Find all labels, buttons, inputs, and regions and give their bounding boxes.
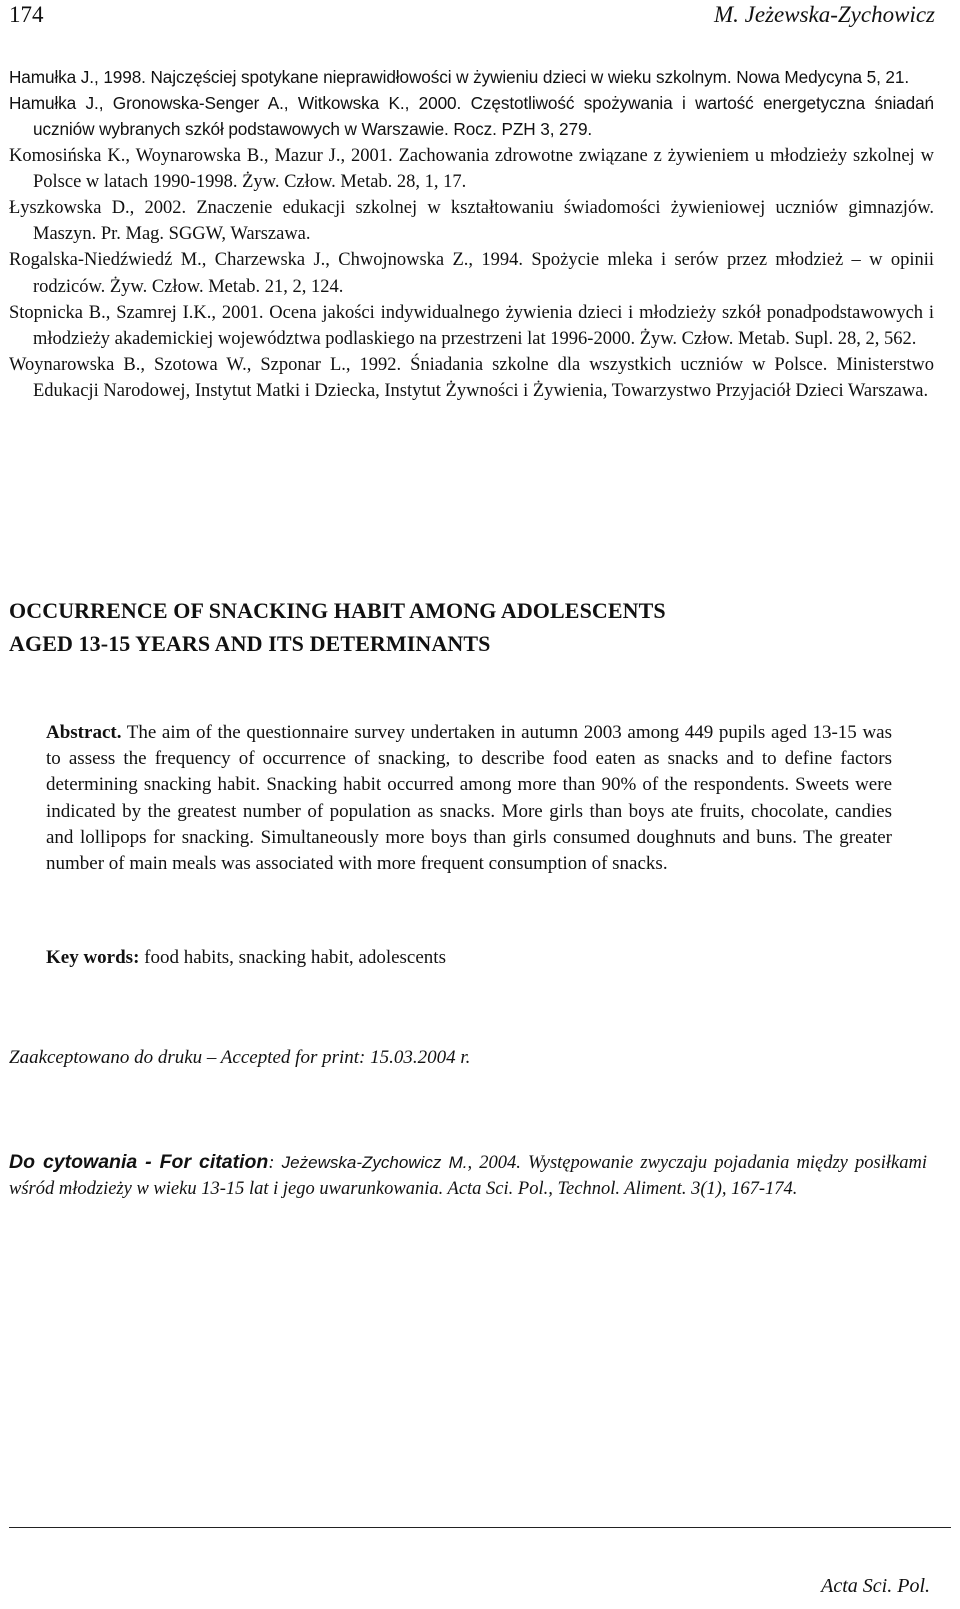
running-header bbox=[9, 0, 935, 34]
title-line-1: OCCURRENCE OF SNACKING HABIT AMONG ADOLESCENTS bbox=[9, 598, 666, 623]
citation bbox=[9, 1150, 927, 1202]
title-line-2: AGED 13-15 YEARS AND ITS DETERMINANTS bbox=[9, 631, 491, 656]
abstract-text: The aim of the questionnaire survey undertaken in autumn 2003 among 449 pupils aged 13-15 was to assess the frequency of occurrence of snacking, to describe food eaten as snacks and to define factors determining snacking habit. Snacking habit occurred among more than 90% of the respondents. Sweets were indicated by the greatest number of population as snacks. More girls than boys ate fruits, chocolate, candies and lollipops for snacking. Simultaneously more boys than girls consumed doughnuts and buns. The greater number of main meals was associated with more frequent consumption of snacks. bbox=[46, 722, 892, 875]
reference-item: Hamułka J., Gronowska-Senger A., Witkowska K., 2000. Częstotliwość spożywania i wartość energetyczna śniadań uczniów wybranych szkół podstawowych w Warszawie. Rocz. PZH 3, 279. bbox=[9, 93, 934, 140]
accepted-note: Zaakceptowano do druku – Accepted for print: 15.03.2004 r. bbox=[9, 1047, 471, 1068]
reference-item: Łyszkowska D., 2002. Znaczenie edukacji szkolnej w kształtowaniu świadomości żywieniowej uczniów gimnazjów. Maszyn. Pr. Mag. SGGW, Warszawa. bbox=[9, 198, 934, 245]
reference-item: Hamułka J., 1998. Najczęściej spotykane nieprawidłowości w żywieniu dzieci w wieku szkolnym. Nowa Medycyna 5, 21. bbox=[9, 67, 910, 87]
journal-footer: Acta Sci. Pol. bbox=[821, 1575, 930, 1597]
reference-item: Stopnicka B., Szamrej I.K., 2001. Ocena jakości indywidualnego żywienia dzieci i młodzieży szkół ponadpodstawowych i młodzieży akademickiej województwa podlaskiego na przestrzeni lat 1996-2000. Żyw. Człow. Metab. Supl. 28, 2, 562. bbox=[9, 302, 934, 350]
keywords-label: Key words: bbox=[46, 947, 140, 968]
references-list bbox=[9, 64, 934, 405]
reference-item: Komosińska K., Woynarowska B., Mazur J., 2001. Zachowania zdrowotne związane z żywieniem u młodzieży szkolnej w Polsce w latach 1990-1998. Żyw. Człow. Metab. 28, 1, 17. bbox=[9, 145, 934, 192]
reference-item: Woynarowska B., Szotowa W., Szponar L., 1992. Śniadania szkolne dla wszystkich uczniów w Polsce. Ministerstwo Edukacji Narodowej, Instytut Matki i Dziecka, Instytut Żywności i Żywienia, Towarzystwo Przyjaciół Dzieci Warszawa. bbox=[9, 355, 934, 402]
citation-author: Jeżewska-Zychowicz M. bbox=[281, 1153, 468, 1172]
page-number: 174 bbox=[9, 2, 44, 27]
citation-colon: : bbox=[268, 1153, 282, 1173]
keywords bbox=[46, 945, 446, 971]
abstract-label: Abstract. bbox=[46, 722, 122, 743]
reference-item: Rogalska-Niedźwiedź M., Charzewska J., Chwojnowska Z., 1994. Spożycie mleka i serów przez młodzież – w opinii rodziców. Żyw. Człow. Metab. 21, 2, 124. bbox=[9, 250, 934, 297]
citation-label: Do cytowania - For citation bbox=[9, 1151, 269, 1173]
running-author: M. Jeżewska-Zychowicz bbox=[714, 2, 935, 27]
citation-text: , 2004. Występowanie zwyczaju pojadania między posiłkami wśród młodzieży w wieku 13-15 lat i jego uwarunkowania. Acta Sci. Pol., Technol. Aliment. 3(1), 167-174. bbox=[9, 1153, 927, 1199]
english-title bbox=[9, 594, 909, 660]
keywords-text: food habits, snacking habit, adolescents bbox=[139, 947, 446, 968]
footer-rule bbox=[9, 1527, 951, 1528]
abstract bbox=[46, 720, 892, 877]
